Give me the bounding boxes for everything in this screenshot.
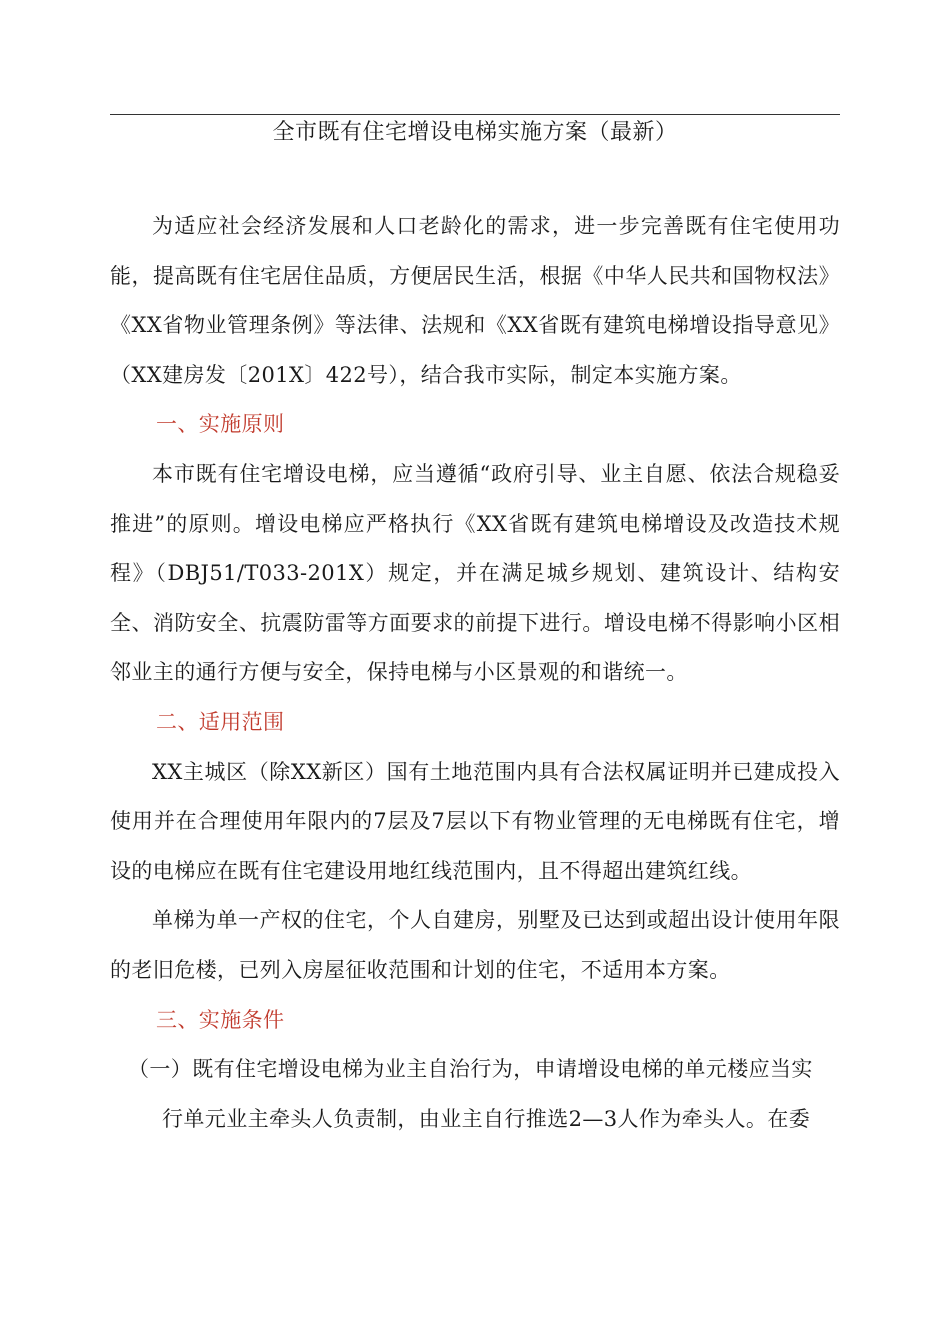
scope-paragraph-1: XX主城区（除XX新区）国有土地范围内具有合法权属证明并已建成投入使用并在合理使用年限内的7层及7层以下有物业管理的无电梯既有住宅，增设的电梯应在既有住宅建设用地红线范围内，且不得超出建筑红线。 (110, 759, 840, 883)
document-body (110, 202, 840, 1144)
header-rule (110, 114, 840, 115)
conditions-item-1-line-1: （一）既有住宅增设电梯为业主自治行为，申请增设电梯的单元楼应当实 (128, 1057, 813, 1082)
section-heading-conditions: 三、实施条件 (156, 1007, 285, 1032)
section-heading-principles: 一、实施原则 (156, 412, 285, 437)
conditions-item-1-line-2: 行单元业主牵头人负责制，由业主自行推选2—3人作为牵头人。在委 (162, 1106, 811, 1131)
conditions-item-1 (110, 1045, 840, 1144)
intro-paragraph: 为适应社会经济发展和人口老龄化的需求，进一步完善既有住宅使用功能，提高既有住宅居住品质，方便居民生活，根据《中华人民共和国物权法》《XX省物业管理条例》等法律、法规和《XX省既有建筑电梯增设指导意见》（XX建房发〔201X〕422号），结合我市实际，制定本实施方案。 (110, 214, 840, 387)
scope-paragraph-2: 单梯为单一产权的住宅，个人自建房，别墅及已达到或超出设计使用年限的老旧危楼，已列入房屋征收范围和计划的住宅，不适用本方案。 (110, 908, 840, 982)
principles-paragraph: 本市既有住宅增设电梯，应当遵循“政府引导、业主自愿、依法合规稳妥推进”的原则。增设电梯应严格执行《XX省既有建筑电梯增设及改造技术规程》（DBJ51/T033-201X）规定，并在满足城乡规划、建筑设计、结构安全、消防安全、抗震防雷等方面要求的前提下进行。增设电梯不得影响小区相邻业主的通行方便与安全，保持电梯与小区景观的和谐统一。 (110, 461, 840, 685)
document-title: 全市既有住宅增设电梯实施方案（最新） (272, 120, 678, 145)
section-heading-scope: 二、适用范围 (156, 709, 285, 734)
